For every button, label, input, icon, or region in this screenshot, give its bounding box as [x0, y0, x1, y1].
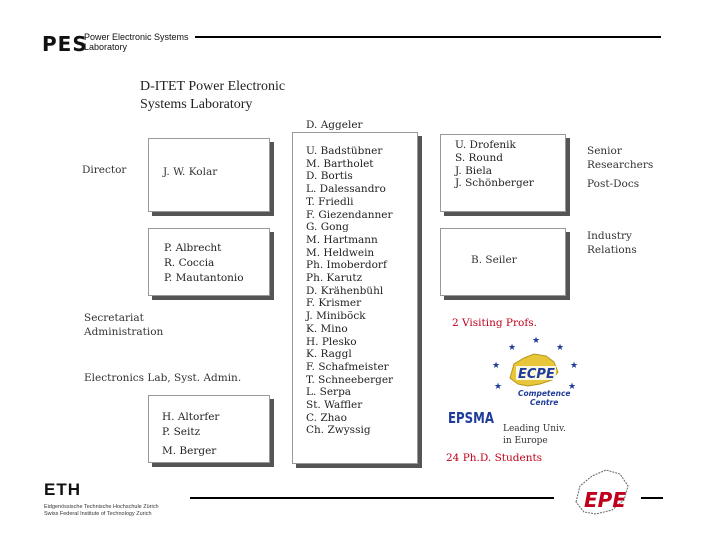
- phd-name: L. Serpa: [306, 386, 352, 399]
- phd-name: M. Bartholet: [306, 157, 374, 170]
- secretariat-names: [164, 241, 244, 286]
- phd-name: St. Waffler: [306, 399, 363, 412]
- electronics-label: Electronics Lab, Syst. Admin.: [84, 372, 242, 384]
- phd-name: D. Bortis: [306, 170, 353, 183]
- leading-line2: in Europe: [503, 436, 548, 446]
- postdocs-label: Post-Docs: [587, 178, 640, 190]
- industry-label-line1: Industry: [587, 230, 632, 242]
- senior-name: S. Round: [455, 151, 503, 164]
- staff-name: R. Coccia: [164, 257, 215, 269]
- phd-name: M. Hartmann: [306, 233, 378, 246]
- title-line2: Systems Laboratory: [140, 97, 253, 112]
- phd-name: F. Giezendanner: [306, 208, 393, 221]
- industry-label: [587, 229, 637, 257]
- administration-label: Administration: [84, 326, 164, 338]
- pes-logo-mark: PES: [42, 32, 88, 56]
- leading-univ: [503, 423, 566, 447]
- phd-name: T. Schneeberger: [306, 373, 394, 386]
- header-rule: [195, 36, 661, 38]
- phd-name: H. Plesko: [306, 335, 357, 348]
- phd-name: G. Gong: [306, 221, 349, 234]
- phd-name: M. Heldwein: [306, 246, 375, 259]
- industry-label-line2: Relations: [587, 244, 637, 256]
- phd-box: [292, 119, 418, 464]
- pes-logo: [42, 32, 189, 56]
- phd-name: L. Dalessandro: [306, 183, 386, 196]
- epe-logo: [566, 462, 636, 524]
- ecpe-logo: [484, 334, 586, 414]
- director-name: J. W. Kolar: [163, 166, 218, 178]
- eth-line2: Swiss Federal Institute of Technology Zurich: [44, 511, 152, 517]
- ecpe-centre-text: Centre: [530, 398, 559, 407]
- footer-rule-left: [190, 497, 554, 499]
- electronics-box: [148, 395, 270, 463]
- star-icon: ★: [556, 343, 565, 353]
- phd-name: D. Krähenbühl: [306, 284, 384, 297]
- eth-line1: Eidgenössische Technische Hochschule Zürich: [44, 504, 159, 510]
- staff-name: P. Mautantonio: [164, 272, 244, 284]
- phd-name: Ch. Zwyssig: [306, 424, 371, 437]
- senior-name: J. Biela: [455, 164, 492, 177]
- senior-name: J. Schönberger: [455, 177, 534, 190]
- phd-list-body: [306, 145, 393, 437]
- ecpe-competence-text: Competence: [518, 389, 571, 398]
- industry-name: B. Seiler: [471, 254, 517, 266]
- phd-list: [306, 119, 363, 132]
- senior-name: U. Drofenik: [455, 139, 516, 151]
- pes-logo-line2: Laboratory: [84, 42, 128, 52]
- phd-name: U. Badstübner: [306, 145, 383, 157]
- phd-name: Ph. Karutz: [306, 272, 363, 285]
- lab-staff-name: P. Seitz: [162, 426, 201, 438]
- epsma-logo: [448, 405, 496, 429]
- industry-box: [440, 228, 566, 296]
- electronics-names: [162, 410, 219, 459]
- phd-name: T. Friedli: [306, 195, 354, 208]
- director-label: Director: [82, 164, 127, 176]
- star-icon: ★: [570, 361, 579, 371]
- lab-staff-name: M. Berger: [162, 445, 217, 457]
- lab-staff-name: H. Altorfer: [162, 411, 220, 423]
- pes-logo-line1: Power Electronic Systems: [84, 32, 189, 42]
- ecpe-logo-text: ECPE: [518, 367, 555, 382]
- students-count: 24 Ph.D. Students: [446, 452, 543, 464]
- phd-name: F. Krismer: [306, 297, 362, 310]
- phd-name: K. Mino: [306, 322, 348, 335]
- footer-rule-right: [641, 497, 663, 499]
- star-icon: ★: [492, 361, 501, 371]
- star-icon: ★: [508, 343, 517, 353]
- phd-name: K. Raggl: [306, 348, 352, 361]
- senior-label-line1: Senior: [587, 145, 622, 157]
- star-icon: ★: [532, 336, 541, 346]
- phd-name: Ph. Imoberdorf: [306, 259, 387, 272]
- secretariat-box: [148, 228, 270, 296]
- leading-line1: Leading Univ.: [503, 424, 566, 434]
- epsma-logo-text: EPSMA: [448, 409, 495, 427]
- senior-box: [440, 134, 566, 212]
- senior-label: [587, 144, 653, 172]
- eth-logo: [44, 480, 194, 518]
- page-title: [140, 78, 285, 114]
- staff-name: P. Albrecht: [164, 242, 222, 254]
- pes-logo-text: [84, 32, 204, 52]
- phd-name: J. Minibõck: [306, 310, 366, 323]
- director-box: [148, 138, 270, 212]
- phd-name: F. Schafmeister: [306, 360, 389, 373]
- senior-names: [455, 139, 534, 190]
- star-icon: ★: [494, 382, 503, 392]
- visiting-profs: 2 Visiting Profs.: [452, 317, 537, 329]
- senior-label-line2: Researchers: [587, 159, 654, 171]
- epe-logo-text: EPE: [584, 488, 626, 512]
- phd-name: C. Zhao: [306, 411, 347, 424]
- title-line1: D-ITET Power Electronic: [140, 79, 286, 94]
- secretariat-label: Secretariat: [84, 312, 144, 324]
- star-icon: ★: [568, 382, 577, 392]
- phd-name: D. Aggeler: [306, 119, 363, 131]
- eth-mark: ETH: [44, 480, 81, 499]
